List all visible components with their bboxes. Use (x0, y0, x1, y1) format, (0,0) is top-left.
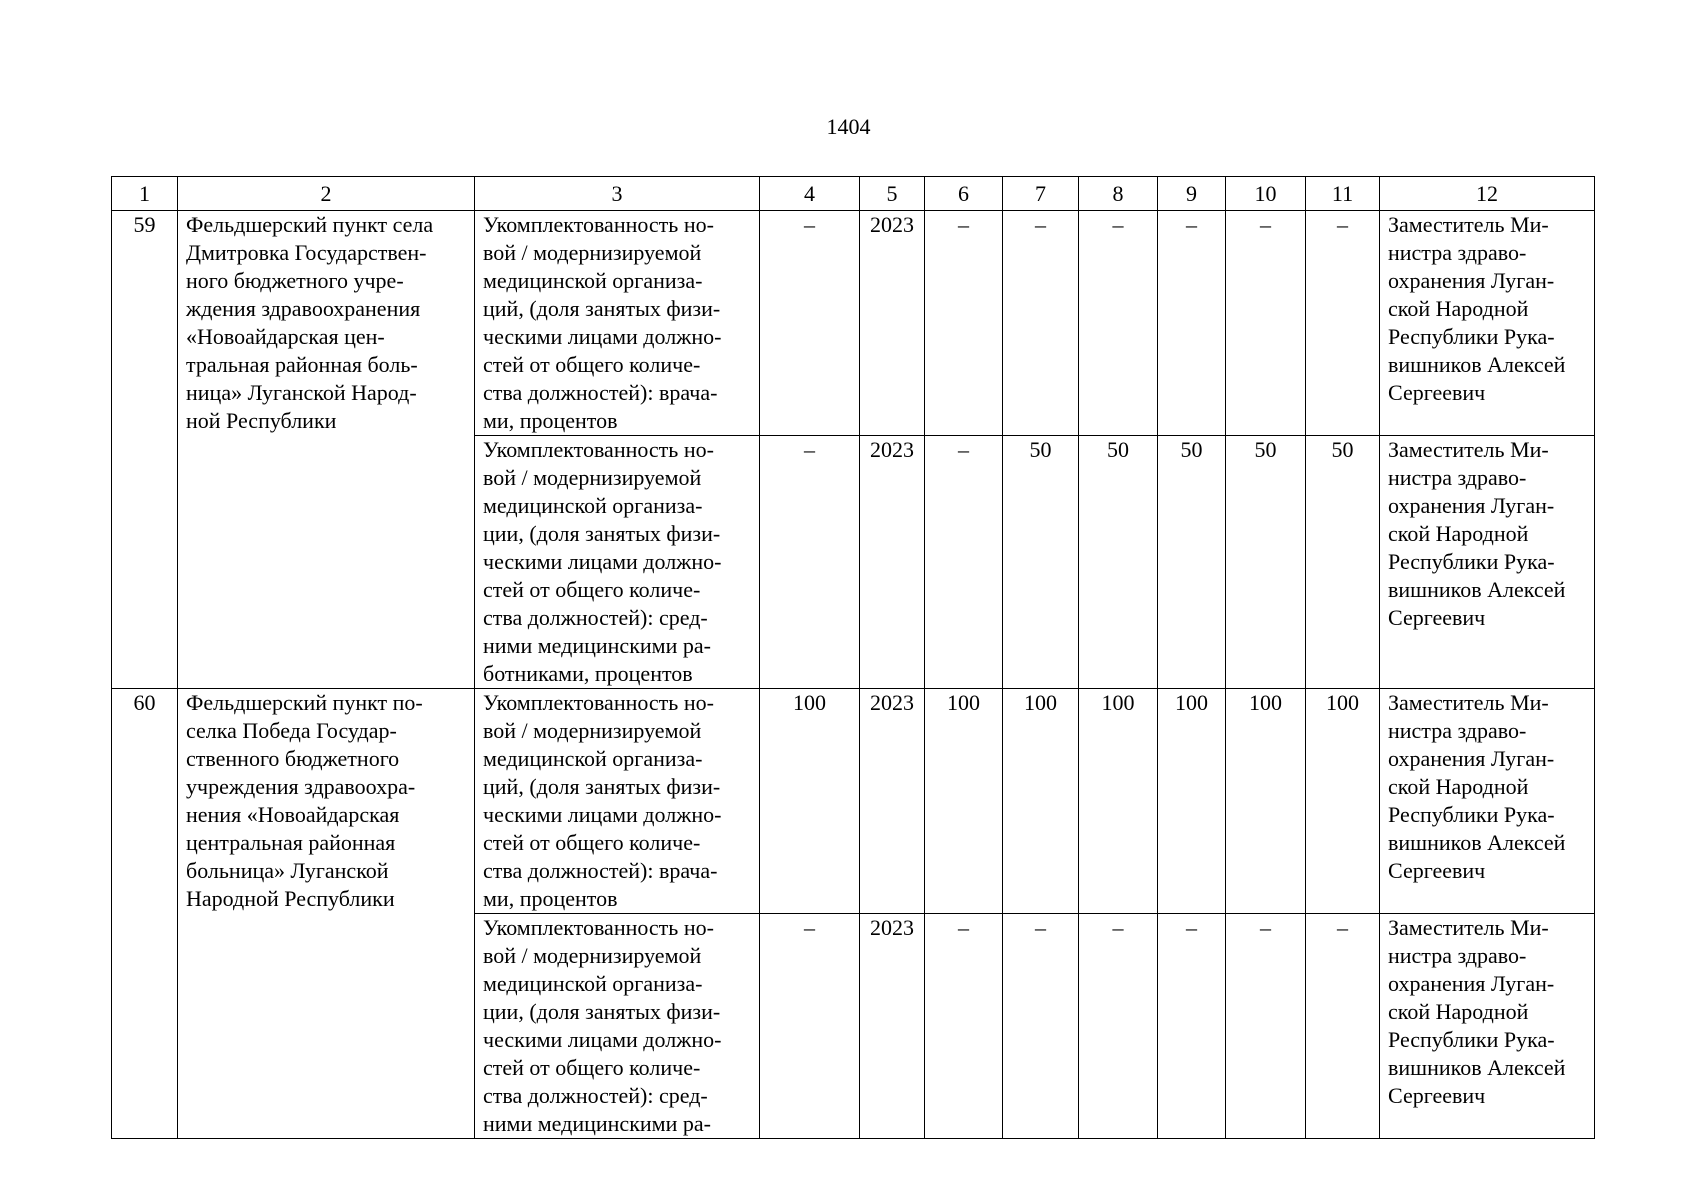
value-cell: 100 (760, 689, 860, 914)
value-cell: 100 (1306, 689, 1380, 914)
responsible-cell: Заместитель Ми- нистра здраво- охранения Луган- ской Народной Республики Рука- вишников Алексей Сергеевич (1380, 689, 1595, 914)
value-cell: 50 (1158, 436, 1226, 689)
year-cell: 2023 (860, 211, 925, 436)
value-cell: – (1158, 211, 1226, 436)
data-table (111, 176, 1595, 1139)
responsible-cell: Заместитель Ми- нистра здраво- охранения Луган- ской Народной Республики Рука- вишников Алексей Сергеевич (1380, 436, 1595, 689)
value-cell: 100 (1079, 689, 1158, 914)
column-header: 5 (860, 177, 925, 211)
column-header: 7 (1003, 177, 1079, 211)
row-number-cell: 59 (112, 211, 178, 689)
value-cell: – (1003, 914, 1079, 1139)
row-number-cell: 60 (112, 689, 178, 1139)
organization-cell: Фельдшерский пункт села Дмитровка Государствен- ного бюджетного учре- ждения здравоохранения «Новоайдарская цен- тральная районная боль- ница» Луганской Народ- ной Республики (178, 211, 475, 689)
table-row (112, 689, 1595, 914)
organization-cell: Фельдшерский пункт по- селка Победа Государ- ственного бюджетного учреждения здравоохра- нения «Новоайдарская центральная районная больница» Луганской Народной Республики (178, 689, 475, 1139)
column-header: 1 (112, 177, 178, 211)
column-header: 8 (1079, 177, 1158, 211)
indicator-cell: Укомплектованность но- вой / модернизируемой медицинской организа- ции, (доля занятых физи- ческими лицами должно- стей от общего количе- ства должностей): сред- ними медицинскими ра- ботниками, процентов (475, 436, 760, 689)
column-header: 11 (1306, 177, 1380, 211)
indicator-cell: Укомплектованность но- вой / модернизируемой медицинской организа- ций, (доля занятых физи- ческими лицами должно- стей от общего количе- ства должностей): врача- ми, процентов (475, 211, 760, 436)
value-cell: – (1226, 914, 1306, 1139)
value-cell: 100 (925, 689, 1003, 914)
value-cell: 50 (1079, 436, 1158, 689)
column-header: 2 (178, 177, 475, 211)
column-header: 9 (1158, 177, 1226, 211)
value-cell: – (1003, 211, 1079, 436)
value-cell: – (760, 436, 860, 689)
column-header: 3 (475, 177, 760, 211)
value-cell: – (1306, 914, 1380, 1139)
value-cell: 100 (1003, 689, 1079, 914)
table-row (112, 211, 1595, 436)
value-cell: 50 (1003, 436, 1079, 689)
year-cell: 2023 (860, 914, 925, 1139)
responsible-cell: Заместитель Ми- нистра здраво- охранения Луган- ской Народной Республики Рука- вишников Алексей Сергеевич (1380, 914, 1595, 1139)
value-cell: – (1158, 914, 1226, 1139)
value-cell: – (760, 211, 860, 436)
value-cell: – (925, 436, 1003, 689)
value-cell: – (1079, 211, 1158, 436)
indicator-cell: Укомплектованность но- вой / модернизируемой медицинской организа- ции, (доля занятых физи- ческими лицами должно- стей от общего количе- ства должностей): сред- ними медицинскими ра- (475, 914, 760, 1139)
value-cell: 100 (1158, 689, 1226, 914)
value-cell: – (925, 914, 1003, 1139)
indicator-cell: Укомплектованность но- вой / модернизируемой медицинской организа- ций, (доля занятых физи- ческими лицами должно- стей от общего количе- ства должностей): врача- ми, процентов (475, 689, 760, 914)
responsible-cell: Заместитель Ми- нистра здраво- охранения Луган- ской Народной Республики Рука- вишников Алексей Сергеевич (1380, 211, 1595, 436)
column-header: 6 (925, 177, 1003, 211)
header-row (112, 177, 1595, 211)
year-cell: 2023 (860, 689, 925, 914)
column-header: 4 (760, 177, 860, 211)
page-number: 1404 (826, 114, 871, 139)
value-cell: 50 (1226, 436, 1306, 689)
column-header: 12 (1380, 177, 1595, 211)
column-header: 10 (1226, 177, 1306, 211)
year-cell: 2023 (860, 436, 925, 689)
value-cell: – (760, 914, 860, 1139)
value-cell: – (925, 211, 1003, 436)
value-cell: – (1226, 211, 1306, 436)
value-cell: – (1306, 211, 1380, 436)
value-cell: – (1079, 914, 1158, 1139)
value-cell: 50 (1306, 436, 1380, 689)
value-cell: 100 (1226, 689, 1306, 914)
